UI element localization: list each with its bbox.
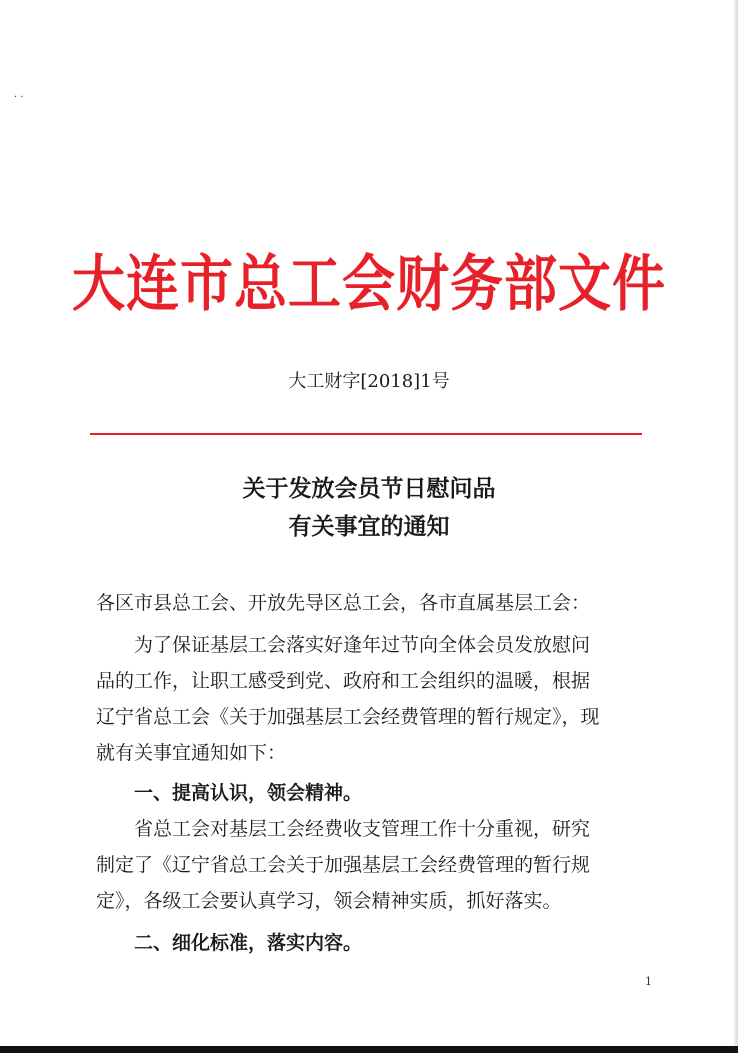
paragraph-line: 就有关事宜通知如下： [96,742,287,764]
red-divider-line [90,433,642,435]
notice-title-line-2: 有关事宜的通知 [288,514,450,540]
paragraph-line: 定》，各级工会要认真学习，领会精神实质，抓好落实。 [96,890,562,912]
masthead-title: 大连市总工会财务部文件 [72,249,666,320]
salutation: 各区市县总工会、开放先导区总工会，各市直属基层工会： [96,592,591,614]
scan-edge-bottom [0,1046,738,1053]
section-heading-1: 一、提高认识，领会精神。 [134,782,363,804]
section-heading-2: 二、细化标准，落实内容。 [134,932,363,954]
document-number: 大工财字[2018]1号 [288,371,450,392]
scan-specks: · · [14,92,24,103]
paragraph-line: 制定了《辽宁省总工会关于加强基层工会经费管理的暂行规 [96,854,591,876]
paragraph-line: 为了保证基层工会落实好逢年过节向全体会员发放慰问 [134,634,591,656]
notice-title-line-1: 关于发放会员节日慰问品 [242,476,496,502]
paragraph-line: 省总工会对基层工会经费收支管理工作十分重视，研究 [134,818,591,840]
paragraph-line: 品的工作，让职工感受到党、政府和工会组织的温暖，根据 [96,670,591,692]
scan-edge-right [734,0,738,1053]
paragraph-line: 辽宁省总工会《关于加强基层工会经费管理的暂行规定》，现 [96,706,600,728]
page-number: 1 [645,975,652,988]
